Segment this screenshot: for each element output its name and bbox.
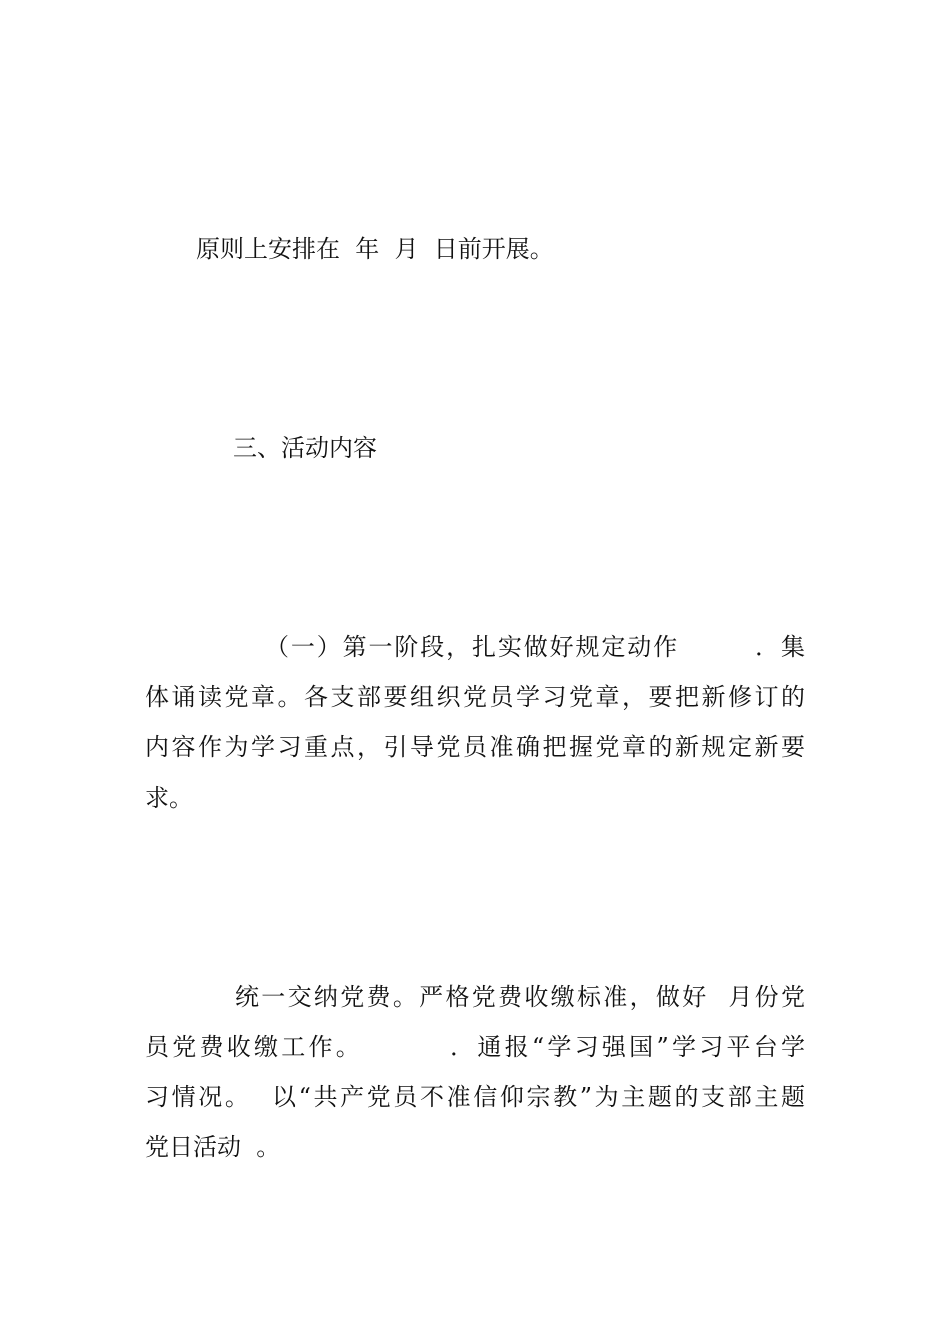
- section-heading-activity-content: 三、活动内容: [233, 434, 377, 462]
- paragraph-line: 统一交纳党费。严格党费收缴标准，做好 月份党: [235, 983, 805, 1011]
- paragraph-line: 党日活动 。: [145, 1133, 281, 1161]
- schedule-line: 原则上安排在 年 月 日前开展。: [196, 235, 554, 263]
- paragraph-line: 员党费收缴工作。 ．通报“学习强国”学习平台学: [145, 1033, 805, 1061]
- paragraph-line: 体诵读党章。各支部要组织党员学习党章，要把新修订的: [145, 683, 805, 711]
- paragraph-line: 求。: [145, 784, 193, 812]
- paragraph-line: （一）第一阶段，扎实做好规定动作 ．集: [265, 633, 805, 661]
- paragraph-line: 内容作为学习重点，引导党员准确把握党章的新规定新要: [145, 733, 805, 761]
- paragraph-line: 习情况。 以“共产党员不准信仰宗教”为主题的支部主题: [145, 1083, 805, 1111]
